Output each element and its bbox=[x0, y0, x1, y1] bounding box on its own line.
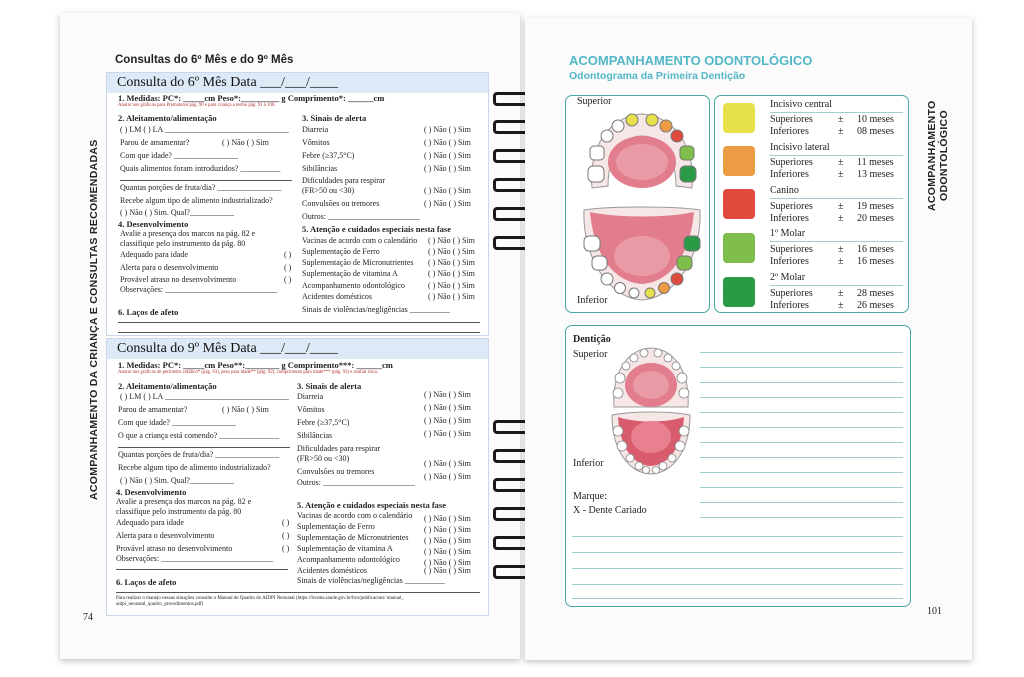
c9-s2-l5: Quantas porções de fruta/dia? ________________ bbox=[118, 450, 280, 459]
c9-s6-title: 6. Laços de afeto bbox=[116, 577, 177, 587]
c9-s5-i0: Vacinas de acordo com o calendário bbox=[297, 511, 413, 520]
c6-s5-title: 5. Atenção e cuidados especiais nesta fase bbox=[302, 224, 451, 234]
inf-label: Inferiores bbox=[770, 126, 809, 137]
tooth-icon bbox=[671, 130, 683, 142]
c6-s3-title: 3. Sinais de alerta bbox=[302, 113, 367, 123]
tooth-icon bbox=[588, 166, 604, 182]
c6-s3-i5: (FR>50 ou <30) bbox=[302, 186, 355, 195]
c9-s4-l1: classifique pelo instrumento da pág. 80 bbox=[116, 507, 242, 516]
tooth-icon bbox=[675, 441, 685, 451]
tooth-icon bbox=[626, 114, 638, 126]
c6-s3-i6: Convulsões ou tremores bbox=[302, 199, 380, 208]
tooth-name: 2º Molar bbox=[770, 272, 806, 283]
pm: ± bbox=[838, 126, 844, 137]
c9-s5-opt: ( ) Não ( ) Sim bbox=[424, 525, 471, 534]
c9-s5-i1: Suplementação de Ferro bbox=[297, 522, 375, 531]
tooth-inf-age: 13 meses bbox=[857, 169, 894, 180]
c6-s2-l6: Recebe algum tipo de alimento industrializado? bbox=[120, 196, 273, 205]
c6-s3-i4: Dificuldades para respirar bbox=[302, 176, 386, 185]
c9-s5-i4: Acompanhamento odontológico bbox=[297, 555, 400, 564]
tooth-inf-age: 16 meses bbox=[857, 256, 894, 267]
tooth-color-swatch bbox=[723, 103, 755, 133]
tooth-icon bbox=[615, 373, 625, 383]
c6-s5-i3: Suplementação de vitamina A bbox=[302, 269, 398, 278]
sup-label: Superiores bbox=[770, 288, 813, 299]
tooth-sup-age: 19 meses bbox=[857, 201, 894, 212]
c6-s2-l3: Com que idade? ________________ bbox=[120, 151, 238, 160]
tooth-icon bbox=[653, 467, 660, 474]
sup-label: Superiores bbox=[770, 201, 813, 212]
tooth-icon bbox=[613, 426, 623, 436]
c9-measures-note: Anotar nos gráficos de perímetro cefálico* (pág. 93), peso para idade** (pág. 92), comprimento para idade*** (pág. 93) e avaliar risco. bbox=[118, 370, 379, 375]
tooth-name: 1º Molar bbox=[770, 228, 806, 239]
c6-s5-opt: ( ) Não ( ) Sim bbox=[428, 236, 475, 245]
tooth-icon bbox=[617, 441, 627, 451]
c6-s2-l2: ( ) Não ( ) Sim bbox=[222, 138, 269, 147]
pm: ± bbox=[838, 244, 844, 255]
tooth-icon bbox=[590, 146, 604, 160]
c6-s3-opt: ( ) Não ( ) Sim bbox=[424, 199, 471, 208]
c9-s3-i0: Diarreia bbox=[297, 392, 324, 401]
c9-s2-l3: Com que idade? ________________ bbox=[118, 418, 236, 427]
c6-measures: 1. Medidas: PC*: _____cm Peso*:_________ g Comprimento*: ______cm bbox=[118, 93, 385, 103]
tooth-icon bbox=[613, 388, 623, 398]
tooth-color-swatch bbox=[723, 277, 755, 307]
c9-s4-l4: Provável atraso no desenvolvimento bbox=[116, 544, 233, 553]
c6-s4-l4: Provável atraso no desenvolvimento bbox=[120, 275, 237, 284]
c9-s3-i5: (FR>50 ou <30) bbox=[297, 454, 350, 463]
tooth-icon bbox=[601, 273, 613, 285]
tooth-icon bbox=[659, 462, 667, 470]
c6-s5-i5: Acidentes domésticos bbox=[302, 292, 372, 301]
tooth-sup-age: 10 meses bbox=[857, 114, 894, 125]
c9-s3-opt: ( ) Não ( ) Sim bbox=[424, 403, 471, 412]
odontogram-superior-label: Superior bbox=[577, 96, 612, 107]
sup-label: Superiores bbox=[770, 157, 813, 168]
c6-s4-l0: Avalie a presença dos marcos na pág. 82 e bbox=[120, 229, 256, 238]
c6-s5-i0: Vacinas de acordo com o calendário bbox=[302, 236, 418, 245]
tooth-icon bbox=[635, 462, 643, 470]
inf-label: Inferiores bbox=[770, 213, 809, 224]
tooth-icon bbox=[612, 120, 624, 132]
c9-s4-l2: Adequado para idade bbox=[116, 518, 184, 527]
tooth-icon bbox=[664, 354, 672, 362]
dentition-superior: Superior bbox=[573, 349, 608, 360]
sup-label: Superiores bbox=[770, 114, 813, 125]
tooth-color-swatch bbox=[723, 146, 755, 176]
tooth-icon bbox=[684, 236, 700, 251]
right-vertical-title: ACOMPANHAMENTO ODONTOLÓGICO bbox=[926, 100, 950, 212]
c6-s4-p: ( ) bbox=[284, 263, 292, 272]
tooth-icon bbox=[660, 120, 672, 132]
c9-s3-i7: Outros: _______________________ bbox=[297, 478, 415, 487]
c9-s5-opt: ( ) Não ( ) Sim bbox=[424, 514, 471, 523]
tooth-icon bbox=[659, 283, 670, 294]
inf-label: Inferiores bbox=[770, 169, 809, 180]
c9-s5-i5: Acidentes domésticos bbox=[297, 566, 367, 575]
tooth-icon bbox=[668, 454, 676, 462]
tooth-icon bbox=[677, 256, 692, 270]
tooth-sup-age: 11 meses bbox=[857, 157, 894, 168]
pm: ± bbox=[838, 169, 844, 180]
c9-s4-p: ( ) bbox=[282, 544, 290, 553]
tooth-icon bbox=[680, 146, 694, 160]
tooth-icon bbox=[672, 362, 680, 370]
inf-label: Inferiores bbox=[770, 300, 809, 311]
odontogram-diagram bbox=[580, 106, 704, 306]
dentition-diagram bbox=[608, 345, 694, 477]
c9-s5-i6: Sinais de violências/negligências __________ bbox=[297, 576, 445, 585]
c9-s5-i3: Suplementação de vitamina A bbox=[297, 544, 393, 553]
dentition-x-rule: X - Dente Cariado bbox=[573, 505, 647, 516]
c6-s3-opt: ( ) Não ( ) Sim bbox=[424, 138, 471, 147]
c6-s6-title: 6. Laços de afeto bbox=[118, 307, 179, 317]
c9-s3-i6: Convulsões ou tremores bbox=[297, 467, 375, 476]
consult-9-title: Consulta do 9º Mês Data ___/___/____ bbox=[107, 339, 488, 359]
pm: ± bbox=[838, 213, 844, 224]
c9-s2-l2: ( ) Não ( ) Sim bbox=[222, 405, 269, 414]
left-vertical-title: ACOMPANHAMENTO DA CRIANÇA E CONSULTAS RECOMENDADAS bbox=[88, 139, 100, 500]
c6-s5-i4: Acompanhamento odontológico bbox=[302, 281, 405, 290]
left-heading: Consultas do 6º Mês e do 9º Mês bbox=[115, 54, 294, 66]
tooth-name: Canino bbox=[770, 185, 799, 196]
c6-s4-title: 4. Desenvolvimento bbox=[118, 219, 189, 229]
c9-s5-opt: ( ) Não ( ) Sim bbox=[424, 558, 471, 567]
tooth-icon bbox=[679, 426, 689, 436]
right-title: ACOMPANHAMENTO ODONTOLÓGICO bbox=[569, 53, 813, 68]
c9-s3-opt: ( ) Não ( ) Sim bbox=[424, 390, 471, 399]
c9-s3-i4: Dificuldades para respirar bbox=[297, 444, 381, 453]
c9-s3-opt: ( ) Não ( ) Sim bbox=[424, 429, 471, 438]
tooth-sup-age: 28 meses bbox=[857, 288, 894, 299]
dentition-inferior: Inferior bbox=[573, 458, 604, 469]
tooth-name: Incisivo lateral bbox=[770, 142, 830, 153]
tooth-icon bbox=[645, 288, 655, 298]
c6-s3-i7: Outros: _______________________ bbox=[302, 212, 420, 221]
c6-s2-l7: ( ) Não ( ) Sim. Qual?___________ bbox=[120, 208, 234, 217]
c6-s2-l1: Parou de amamentar? bbox=[120, 138, 190, 147]
c6-s4-l3: Alerta para o desenvolvimento bbox=[120, 263, 219, 272]
c9-s5-opt: ( ) Não ( ) Sim bbox=[424, 536, 471, 545]
tooth-icon bbox=[584, 236, 600, 251]
tooth-icon bbox=[615, 283, 626, 294]
c6-s3-opt: ( ) Não ( ) Sim bbox=[424, 164, 471, 173]
dentition-marque: Marque: bbox=[573, 491, 607, 502]
tooth-icon bbox=[680, 166, 696, 182]
c9-s2-title: 2. Aleitamento/alimentação bbox=[118, 381, 217, 391]
tooth-color-swatch bbox=[723, 233, 755, 263]
c9-footer: Para realizar o manejo nessas situações consulte o Manual de Quadro do AIDPI Neonatal (https://bvsms.saude.gov.br/bvs/publicacoes/ manual_ aidpi_neonatal_quadro_procedimentos.pdf) bbox=[116, 596, 404, 607]
c9-s4-l0: Avalie a presença dos marcos na pág. 82 e bbox=[116, 497, 252, 506]
c9-s5-title: 5. Atenção e cuidados especiais nesta fase bbox=[297, 500, 446, 510]
c6-s3-i2: Febre (≥37,5°C) bbox=[302, 151, 355, 160]
c6-s5-i1: Suplementação de Ferro bbox=[302, 247, 380, 256]
c9-s3-i1: Vômitos bbox=[297, 405, 325, 414]
c9-s2-l4: O que a criança está comendo? _______________ bbox=[118, 431, 280, 440]
tooth-name: Incisivo central bbox=[770, 99, 832, 110]
c9-s5-i2: Suplementação de Micronutrientes bbox=[297, 533, 409, 542]
c6-s4-p: ( ) bbox=[284, 250, 292, 259]
tooth-color-swatch bbox=[723, 189, 755, 219]
c9-s4-l3: Alerta para o desenvolvimento bbox=[116, 531, 215, 540]
c6-s2-l0: ( ) LM ( ) LA _______________________________ bbox=[120, 125, 289, 134]
pm: ± bbox=[838, 114, 844, 125]
tooth-sup-age: 16 meses bbox=[857, 244, 894, 255]
tooth-icon bbox=[646, 114, 658, 126]
odontogram-inferior-label: Inferior bbox=[577, 295, 608, 306]
c6-s3-opt: ( ) Não ( ) Sim bbox=[424, 151, 471, 160]
c9-s4-title: 4. Desenvolvimento bbox=[116, 487, 187, 497]
c6-s5-opt: ( ) Não ( ) Sim bbox=[428, 269, 475, 278]
c6-s4-l2: Adequado para idade bbox=[120, 250, 188, 259]
c9-s2-l6: Recebe algum tipo de alimento industrializado? bbox=[118, 463, 271, 472]
tooth-inf-age: 20 meses bbox=[857, 213, 894, 224]
tooth-icon bbox=[677, 373, 687, 383]
tooth-icon bbox=[629, 288, 639, 298]
c9-s2-l0: ( ) LM ( ) LA _______________________________ bbox=[120, 392, 289, 401]
pm: ± bbox=[838, 201, 844, 212]
dentition-title: Dentição bbox=[573, 334, 611, 345]
tooth-icon bbox=[654, 349, 662, 357]
c9-s5-opt: ( ) Não ( ) Sim bbox=[424, 547, 471, 556]
pm: ± bbox=[838, 300, 844, 311]
tooth-inf-age: 26 meses bbox=[857, 300, 894, 311]
c6-s5-opt: ( ) Não ( ) Sim bbox=[428, 258, 475, 267]
tooth-icon bbox=[630, 354, 638, 362]
c9-s4-l5: Observações: ____________________________ bbox=[116, 554, 274, 563]
c6-measures-note: Anotar nos gráficos para Prematuros pág. 90 e para criança a termo pág. 91 à 100. bbox=[118, 103, 276, 108]
c9-s3-i2: Febre (≥37,5°C) bbox=[297, 418, 350, 427]
c9-s2-l7: ( ) Não ( ) Sim. Qual?___________ bbox=[120, 476, 234, 485]
tooth-icon bbox=[592, 256, 607, 270]
c6-s2-l5: Quantas porções de fruta/dia? ________________ bbox=[120, 183, 282, 192]
pm: ± bbox=[838, 256, 844, 267]
tooth-icon bbox=[601, 130, 613, 142]
c6-s3-opt: ( ) Não ( ) Sim bbox=[424, 125, 471, 134]
c9-measures: 1. Medidas: PC*: _____cm Peso**:________ g Comprimento***: ______cm bbox=[118, 360, 393, 370]
inf-label: Inferiores bbox=[770, 256, 809, 267]
sup-label: Superiores bbox=[770, 244, 813, 255]
tooth-icon bbox=[679, 388, 689, 398]
c9-s5-opt: ( ) Não ( ) Sim bbox=[424, 566, 471, 575]
c6-s5-opt: ( ) Não ( ) Sim bbox=[428, 281, 475, 290]
c9-s4-p: ( ) bbox=[282, 531, 290, 540]
tooth-icon bbox=[643, 467, 650, 474]
c6-s5-opt: ( ) Não ( ) Sim bbox=[428, 247, 475, 256]
tooth-icon bbox=[671, 273, 683, 285]
c9-s4-p: ( ) bbox=[282, 518, 290, 527]
pm: ± bbox=[838, 157, 844, 168]
c6-s5-i6: Sinais de violências/negligências __________ bbox=[302, 305, 450, 314]
c6-s5-opt: ( ) Não ( ) Sim bbox=[428, 292, 475, 301]
c9-s3-opt: ( ) Não ( ) Sim bbox=[424, 472, 471, 481]
c9-s3-title: 3. Sinais de alerta bbox=[297, 381, 362, 391]
tooth-icon bbox=[640, 349, 648, 357]
right-page-number: 101 bbox=[927, 606, 942, 617]
c6-s5-i2: Suplementação de Micronutrientes bbox=[302, 258, 414, 267]
c9-s2-l1: Parou de amamentar? bbox=[118, 405, 188, 414]
consult-6-title: Consulta do 6º Mês Data ___/___/____ bbox=[107, 73, 488, 93]
c6-s2-l4: Quais alimentos foram introduzidos? __________ bbox=[120, 164, 281, 173]
c6-s4-l5: Observações: ____________________________ bbox=[120, 285, 278, 294]
right-subtitle: Odontograma da Primeira Dentição bbox=[569, 70, 746, 82]
c6-s2-title: 2. Aleitamento/alimentação bbox=[118, 113, 217, 123]
c6-s3-i3: Sibilâncias bbox=[302, 164, 338, 173]
left-page-number: 74 bbox=[83, 612, 93, 623]
c6-s3-i0: Diarreia bbox=[302, 125, 329, 134]
c9-s3-opt: ( ) Não ( ) Sim bbox=[424, 459, 471, 468]
pm: ± bbox=[838, 288, 844, 299]
tooth-icon bbox=[626, 454, 634, 462]
c9-s3-opt: ( ) Não ( ) Sim bbox=[424, 416, 471, 425]
c6-s4-l1: classifique pelo instrumento da pág. 80 bbox=[120, 239, 246, 248]
c6-s4-p: ( ) bbox=[284, 275, 292, 284]
c6-s3-i1: Vômitos bbox=[302, 138, 330, 147]
tooth-icon bbox=[622, 362, 630, 370]
tooth-inf-age: 08 meses bbox=[857, 126, 894, 137]
c9-s3-i3: Sibilâncias bbox=[297, 431, 333, 440]
c6-s3-opt: ( ) Não ( ) Sim bbox=[424, 186, 471, 195]
